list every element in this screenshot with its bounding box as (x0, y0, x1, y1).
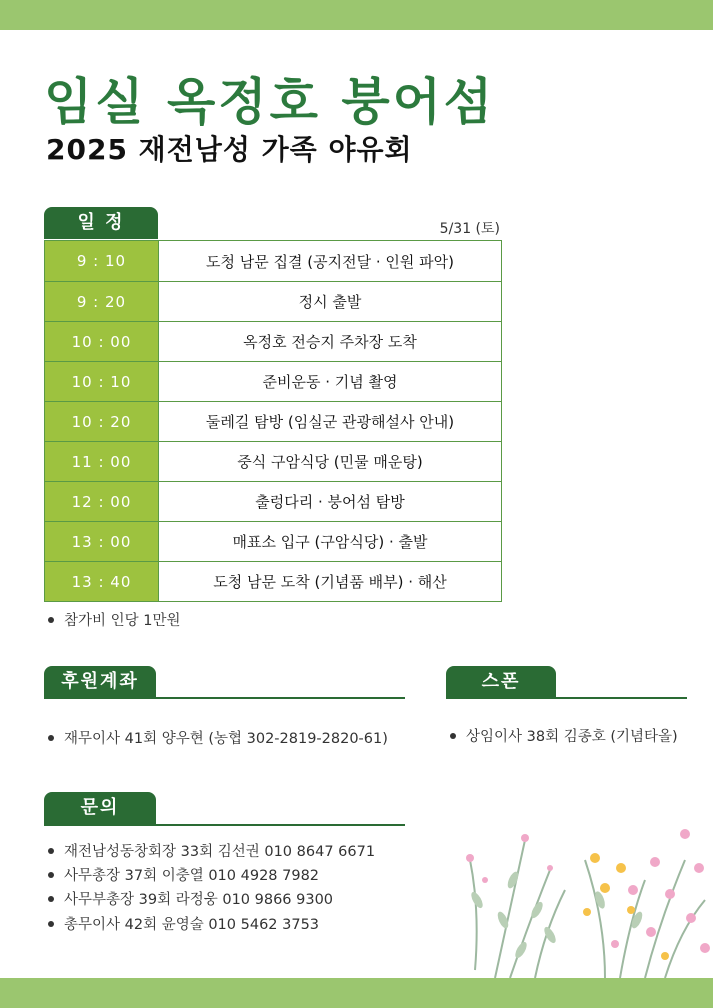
sponsor-account-line (48, 727, 388, 748)
contact-text: 사무총장 37회 이충열 010 4928 7982 (64, 868, 320, 884)
sponsor-line (450, 725, 678, 746)
bottom-band (0, 978, 713, 1008)
fee-note-text: 참가비 인당 1만원 (64, 613, 181, 629)
schedule-table (44, 240, 502, 602)
contact-tab: 문의 (44, 792, 156, 824)
schedule-time: 13 : 40 (45, 562, 159, 601)
contact-line (48, 840, 375, 861)
table-row (45, 561, 501, 601)
page-title: 임실 옥정호 붕어섬 (44, 73, 496, 131)
schedule-desc: 정시 출발 (298, 293, 362, 311)
fee-note (48, 609, 181, 630)
bullet-icon (48, 735, 54, 741)
contact-line (48, 913, 319, 934)
table-row (45, 481, 501, 521)
table-row (45, 521, 501, 561)
contact-text: 사무부총장 39회 라정웅 010 9866 9300 (64, 892, 334, 908)
schedule-time: 10 : 20 (45, 402, 159, 441)
bullet-icon (48, 872, 54, 878)
schedule-time: 9 : 20 (45, 282, 159, 321)
schedule-desc: 준비운동 · 기념 촬영 (262, 373, 398, 391)
schedule-time: 11 : 00 (45, 442, 159, 481)
bullet-icon (48, 921, 54, 927)
event-date: 5/31 (토) (439, 221, 500, 237)
schedule-desc: 출렁다리 · 붕어섬 탐방 (255, 493, 405, 511)
schedule-desc: 옥정호 전승지 주차장 도착 (243, 333, 417, 351)
schedule-tab: 일 정 (44, 207, 158, 239)
sponsor-account-text: 재무이사 41회 양우현 (농협 302-2819-2820-61) (64, 731, 388, 747)
sponsor-account-tab: 후원계좌 (44, 666, 156, 698)
schedule-time: 10 : 10 (45, 362, 159, 401)
schedule-desc: 도청 남문 도착 (기념품 배부) · 해산 (213, 573, 447, 591)
table-row (45, 321, 501, 361)
sponsor-tab: 스폰 (446, 666, 556, 698)
schedule-desc: 중식 구암식당 (민물 매운탕) (237, 453, 423, 471)
schedule-desc: 매표소 입구 (구암식당) · 출발 (232, 533, 428, 551)
divider (44, 697, 405, 699)
table-row (45, 281, 501, 321)
schedule-time: 12 : 00 (45, 482, 159, 521)
flower-illustration (455, 820, 713, 980)
divider (44, 824, 405, 826)
bullet-icon (48, 848, 54, 854)
top-band (0, 0, 713, 30)
table-row (45, 361, 501, 401)
table-row (45, 441, 501, 481)
bullet-icon (48, 896, 54, 902)
sponsor-text: 상임이사 38회 김종호 (기념타올) (466, 729, 678, 745)
contact-text: 총무이사 42회 윤영술 010 5462 3753 (64, 917, 320, 933)
contact-line (48, 864, 319, 885)
schedule-time: 13 : 00 (45, 522, 159, 561)
divider (446, 697, 687, 699)
contact-text: 재전남성동창회장 33회 김선권 010 8647 6671 (64, 844, 376, 860)
bullet-icon (48, 617, 54, 623)
schedule-desc: 도청 남문 집결 (공지전달 · 인원 파악) (206, 252, 454, 271)
contact-line (48, 888, 333, 909)
bullet-icon (450, 733, 456, 739)
schedule-time: 9 : 10 (45, 241, 159, 281)
schedule-time: 10 : 00 (45, 322, 159, 361)
page-subtitle: 2025 재전남성 가족 야유회 (46, 133, 413, 166)
table-row (45, 401, 501, 441)
table-row (45, 241, 501, 281)
schedule-desc: 둘레길 탐방 (임실군 관광해설사 안내) (205, 413, 455, 431)
